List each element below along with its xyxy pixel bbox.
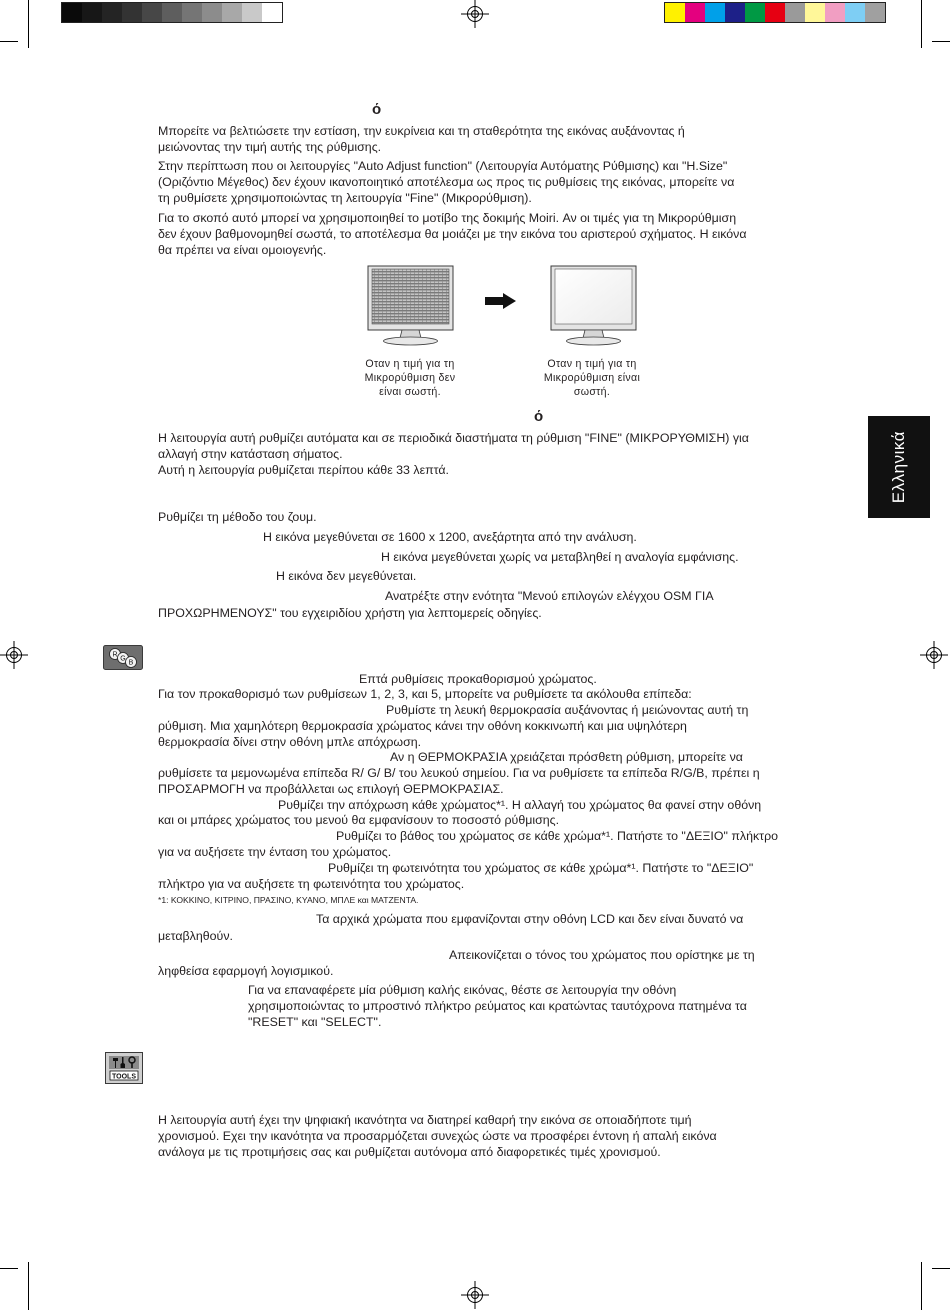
zoom-full-description: Η εικόνα μεγεθύνεται σε 1600 x 1200, ανεξάρτητα από την ανάλυση. xyxy=(263,530,637,544)
footnote: *1: ΚΟΚΚΙΝΟ, ΚΙΤΡΙΝΟ, ΠΡΑΣΙΝΟ, ΚΥΑΝΟ, ΜΠΛΕ και ΜΑΤΖΕΝΤΑ. xyxy=(158,895,419,905)
paragraph-line: (Οριζόντιο Μέγεθος) δεν έχουν ικανοποιητικό αποτέλεσμα ως προς τις ρυθμίσεις της εικόνας, μπορείτε να xyxy=(158,175,735,189)
paragraph-line: χρονισμού. Εχει την ικανότητα να προσαρμόζεται συνεχώς ώστε να προσφέρει έντονη ή απαλή εικόνα xyxy=(158,1129,717,1143)
white-description: Αν η ΘΕΡΜΟΚΡΑΣΙΑ χρειάζεται πρόσθετη ρύθμιση, μπορείτε να xyxy=(390,750,743,764)
zoom-off-description: Η εικόνα δεν μεγεθύνεται. xyxy=(276,569,417,583)
color-swatch xyxy=(825,3,845,22)
arrow-right-icon xyxy=(484,292,517,310)
caption-line: Οταν η τιμή για τη xyxy=(365,358,455,370)
figure-caption-incorrect xyxy=(345,357,475,399)
offset-description: πλήκτρο για να αυξήσετε τη φωτεινότητα του χρώματος. xyxy=(158,877,465,891)
crop-mark xyxy=(28,1262,29,1310)
color-swatch xyxy=(785,3,805,22)
crop-mark xyxy=(0,1268,18,1269)
section-heading: ό xyxy=(372,101,382,118)
paragraph-line: Η λειτουργία αυτή ρυθμίζει αυτόματα και σε περιοδικά διαστήματα τη ρύθμιση "FINE" (ΜΙΚΡΟΡΥΘΜΙΣΗ) για xyxy=(158,431,749,445)
crop-mark xyxy=(0,41,18,42)
language-tab-label: Ελληνικά xyxy=(889,430,908,504)
gray-swatch xyxy=(102,3,122,22)
gray-swatch xyxy=(242,3,262,22)
color-swatch xyxy=(805,3,825,22)
color-swatch xyxy=(865,3,885,22)
monitor-moire-correct-icon xyxy=(549,265,639,347)
gray-swatch xyxy=(182,3,202,22)
zoom-aspect-description: Η εικόνα μεγεθύνεται χωρίς να μεταβληθεί η αναλογία εμφάνισης. xyxy=(381,550,739,564)
paragraph-line: τη ρυθμίσετε χρησιμοποιώντας τη λειτουργία "Fine" (Μικρορύθμιση). xyxy=(158,191,532,205)
reset-description: χρησιμοποιώντας το μπροστινό πλήκτρο ρεύματος και κρατώντας ταυτόχρονα πατημένα τα xyxy=(248,999,747,1013)
gray-swatch xyxy=(202,3,222,22)
color-swatch xyxy=(725,3,745,22)
registration-mark-icon xyxy=(0,641,28,669)
crop-mark xyxy=(921,1262,922,1310)
crop-mark xyxy=(921,0,922,48)
paragraph-line: αλλαγή στην κατάσταση σήματος. xyxy=(158,447,343,461)
paragraph-line: Στην περίπτωση που οι λειτουργίες "Auto Adjust function" (Λειτουργία Αυτόματης Ρύθμισης) και "H.Size" xyxy=(158,159,728,173)
gray-swatch xyxy=(122,3,142,22)
temperature-description: ρύθμιση. Μια χαμηλότερη θερμοκρασία χρώματος κάνει την οθόνη κοκκινωπή και μια υψηλότερη xyxy=(158,719,687,733)
saturation-description: Ρυθμίζει το βάθος του χρώματος σε κάθε χρώμα*¹. Πατήστε το "ΔΕΞΙΟ" πλήκτρο xyxy=(336,829,779,843)
icon-letter: R xyxy=(112,651,118,659)
registration-mark-icon xyxy=(461,0,489,28)
color-presets-description: Επτά ρυθμίσεις προκαθορισμού χρώματος. xyxy=(359,672,597,686)
temperature-description: θερμοκρασία δίνει στην οθόνη μπλε απόχρωση. xyxy=(158,735,422,749)
color-swatch xyxy=(665,3,685,22)
gray-swatch xyxy=(82,3,102,22)
paragraph-line: ανάλογα με τις προτιμήσεις σας και ρυθμίζεται αυτόνομα από διαφορετικές τιμές χρονισμού. xyxy=(158,1145,661,1159)
crop-mark xyxy=(932,41,950,42)
programmable-description: ληφθείσα εφαρμογή λογισμικού. xyxy=(158,964,334,978)
registration-mark-icon xyxy=(461,1281,489,1309)
figure-caption-correct xyxy=(527,357,657,399)
offset-description: Ρυθμίζει τη φωτεινότητα του χρώματος σε κάθε χρώμα*¹. Πατήστε το "ΔΕΞΙΟ" xyxy=(328,861,754,875)
color-swatch xyxy=(845,3,865,22)
icon-letter: B xyxy=(128,659,134,667)
color-swatch xyxy=(685,3,705,22)
color-bar xyxy=(665,3,885,22)
hue-description: και οι μπάρες χρώματος του μενού θα εμφανίσουν το ποσοστό ρύθμισης. xyxy=(158,813,560,827)
monitor-moire-incorrect-icon xyxy=(366,265,456,347)
gray-swatch xyxy=(222,3,242,22)
paragraph-line: Για το σκοπό αυτό μπορεί να χρησιμοποιηθεί το μοτίβο της δοκιμής Moiri. Αν οι τιμές για τη Μικρορύθμιση xyxy=(158,211,737,225)
gray-swatch xyxy=(142,3,162,22)
programmable-description: Απεικονίζεται ο τόνος του χρώματος που ορίστηκε με τη xyxy=(449,948,755,962)
native-description: μεταβληθούν. xyxy=(158,929,233,943)
zoom-intro: Ρυθμίζει τη μέθοδο του ζουμ. xyxy=(158,510,317,524)
color-swatch xyxy=(765,3,785,22)
icon-letter: G xyxy=(120,655,126,663)
saturation-description: για να αυξήσετε την ένταση του χρώματος. xyxy=(158,845,392,859)
reset-description: "RESET" και "SELECT". xyxy=(248,1015,382,1029)
caption-line: Οταν η τιμή για τη xyxy=(547,358,637,370)
crop-mark xyxy=(28,0,29,48)
native-description: Τα αρχικά χρώματα που εμφανίζονται στην οθόνη LCD και δεν είναι δυνατό να xyxy=(316,912,744,926)
gray-scale-bar xyxy=(62,3,282,22)
caption-line: Μικρορύθμιση είναι xyxy=(543,372,641,384)
gray-swatch xyxy=(262,3,282,22)
color-control-icon xyxy=(103,645,143,670)
zoom-custom-description: Ανατρέξτε στην ενότητα "Μενού επιλογών ελέγχου OSM ΓΙΑ xyxy=(385,589,714,603)
zoom-custom-description: ΠΡΟΧΩΡΗΜΕΝΟΥΣ" του εγχειριδίου χρήστη για λεπτομερείς οδηγίες. xyxy=(158,606,542,620)
registration-mark-icon xyxy=(920,641,948,669)
hue-description: Ρυθμίζει την απόχρωση κάθε χρώματος*¹. Η αλλαγή του χρώματος θα φανεί στην οθόνη xyxy=(278,798,762,812)
caption-line: σωστή. xyxy=(573,386,611,398)
color-presets-intro: Για τον προκαθορισμό των ρυθμίσεων 1, 2, 3, και 5, μπορείτε να ρυθμίσετε τα ακόλουθα επίπεδα: xyxy=(158,687,692,701)
paragraph-line: Μπορείτε να βελτιώσετε την εστίαση, την ευκρίνεια και τη σταθερότητα της εικόνας αυξάνοντας ή xyxy=(158,124,685,138)
paragraph-line: δεν έχουν βαθμονομηθεί σωστά, το αποτέλεσμα θα μοιάζει με την εικόνα του αριστερού σχήματος. Η εικόνα xyxy=(158,227,747,241)
white-description: ΠΡΟΣΑΡΜΟΓΗ να προβάλλεται ως επιλογή ΘΕΡΜΟΚΡΑΣΙΑΣ. xyxy=(158,782,504,796)
color-swatch xyxy=(745,3,765,22)
language-side-tab xyxy=(868,416,930,518)
caption-line: είναι σωστή. xyxy=(379,386,441,398)
reset-description: Για να επαναφέρετε μία ρύθμιση καλής εικόνας, θέστε σε λειτουργία την οθόνη xyxy=(248,983,677,997)
gray-swatch xyxy=(162,3,182,22)
temperature-description: Ρυθμίστε τη λευκή θερμοκρασία αυξάνοντας ή μειώνοντας αυτή τη xyxy=(386,703,749,717)
white-description: ρυθμίσετε τα μεμονωμένα επίπεδα R/ G/ B/ του λευκού σημείου. Για να ρυθμίσετε τα επίπεδα R/G/B, πρέπει η xyxy=(158,766,760,780)
section-heading: ό xyxy=(534,408,544,425)
paragraph-line: μειώνοντας την τιμή αυτής της ρύθμισης. xyxy=(158,140,382,154)
tools-icon xyxy=(105,1052,143,1084)
color-swatch xyxy=(705,3,725,22)
gray-swatch xyxy=(62,3,82,22)
paragraph-line: θα πρέπει να είναι ομοιογενής. xyxy=(158,243,327,257)
paragraph-line: Η λειτουργία αυτή έχει την ψηφιακή ικανότητα να διατηρεί καθαρή την εικόνα σε οποιαδήποτε τιμή xyxy=(158,1113,692,1127)
caption-line: Μικρορύθμιση δεν xyxy=(364,372,456,384)
tools-icon-label: TOOLS xyxy=(112,1073,136,1081)
paragraph-line: Αυτή η λειτουργία ρυθμίζεται περίπου κάθε 33 λεπτά. xyxy=(158,463,449,477)
crop-mark xyxy=(932,1268,950,1269)
